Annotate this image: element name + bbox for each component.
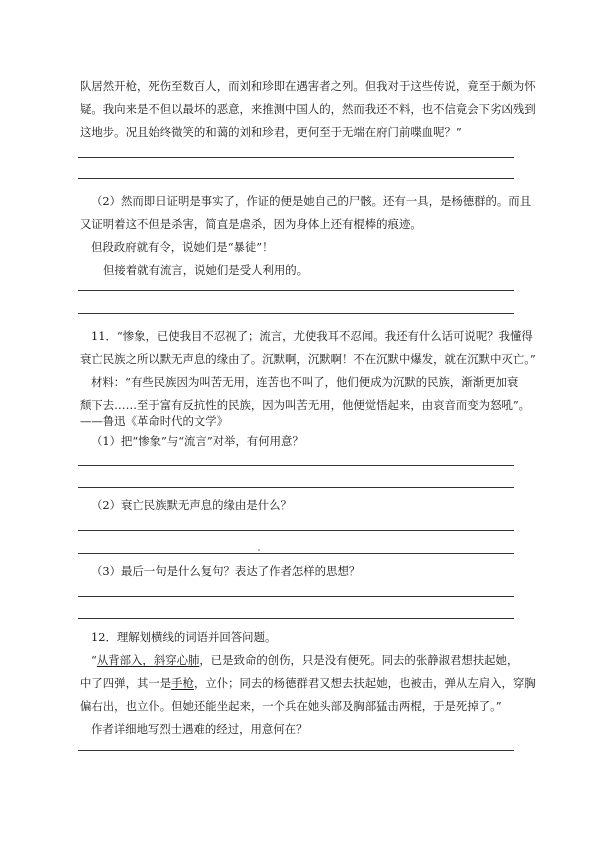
question-12-quote-line: 偏右出，也立仆。但她还能坐起来，一个兵在她头部及胸部猛击两棍，于是死掉了。”	[80, 699, 502, 713]
question-11-material: 颓下去……至于富有反抗性的民族，因为叫苦无用，他便觉悟起来，由哀音而变为怒吼”。	[80, 398, 531, 412]
passage-line: 队居然开枪，死伤至数百人，而刘和珍即在遇害者之列。但我对于这些传说，竟至于颇为怀	[80, 79, 536, 93]
question-11-sub-3: （3）最后一句是什么复句？表达了作者怎样的思想？	[91, 564, 361, 578]
answer-line[interactable]	[78, 487, 514, 488]
underlined-phrase: 斜穿心肺	[153, 653, 200, 667]
question-12-heading: 12．理解划横线的词语并回答问题。	[91, 630, 277, 644]
question-11-source: ——鲁迅《革命时代的文学》	[80, 414, 229, 428]
answer-line[interactable]	[78, 313, 514, 314]
question-11-quote: 衰亡民族之所以默无声息的缘由了。沉默啊，沉默啊！不在沉默中爆发，就在沉默中灭亡。”	[80, 352, 536, 366]
answer-line[interactable]	[78, 530, 514, 531]
question-11-sub-1: （1）把“惨象”与“流言”对举，有何用意？	[91, 434, 304, 448]
scan-speck	[258, 549, 260, 551]
question-10-2-line: 但接着就有流言，说她们是受人利用的。	[103, 263, 309, 277]
passage-line: 这地步。况且始终微笑的和蔼的刘和珍君，更何至于无端在府门前喋血呢？”	[80, 125, 462, 139]
underlined-phrase: 从背部入	[96, 653, 143, 667]
question-12-quote-line: “从背部入，斜穿心肺，已是致命的创伤，只是没有便死。同去的张静淑君想扶起她，	[91, 653, 519, 667]
question-10-2-line: （2）然而即日证明是事实了，作证的便是她自己的尸骸。还有一具，是杨德群的。而且	[91, 194, 532, 208]
question-11-material: 材料：“有些民族因为叫苦无用，连苦也不叫了，他们便成为沉默的民族，渐渐更加衰	[91, 375, 519, 389]
answer-line[interactable]	[78, 750, 514, 751]
question-11-quote: 11．“惨象，已使我目不忍视了；流言，尤使我耳不忍闻。我还有什么话可说呢？我懂得	[91, 329, 533, 343]
answer-line[interactable]	[78, 553, 514, 554]
answer-line[interactable]	[78, 157, 514, 158]
answer-line[interactable]	[78, 618, 514, 619]
question-10-2-line: 又证明着这不但是杀害，简直是虐杀，因为身体上还有棍棒的痕迹。	[80, 217, 422, 231]
underlined-phrase: 手枪	[171, 676, 194, 690]
question-12-quote-line: 中了四弹，其一是手枪，立仆；同去的杨德群君又想去扶起她，也被击，弹从左肩入，穿胸	[80, 676, 536, 690]
answer-line[interactable]	[78, 596, 514, 597]
question-10-2-line: 但段政府就有令，说她们是“暴徒”！	[91, 240, 274, 254]
answer-line[interactable]	[78, 290, 514, 291]
question-11-sub-2: （2）衰亡民族默无声息的缘由是什么？	[91, 498, 292, 512]
answer-line[interactable]	[78, 178, 514, 179]
answer-line[interactable]	[78, 465, 514, 466]
passage-line: 疑。我向来是不但以最坏的恶意，来推测中国人的，然而我还不料，也不信竟会下劣凶残到	[80, 102, 536, 116]
question-12-question: 作者详细地写烈士遇难的经过，用意何在？	[91, 722, 308, 736]
